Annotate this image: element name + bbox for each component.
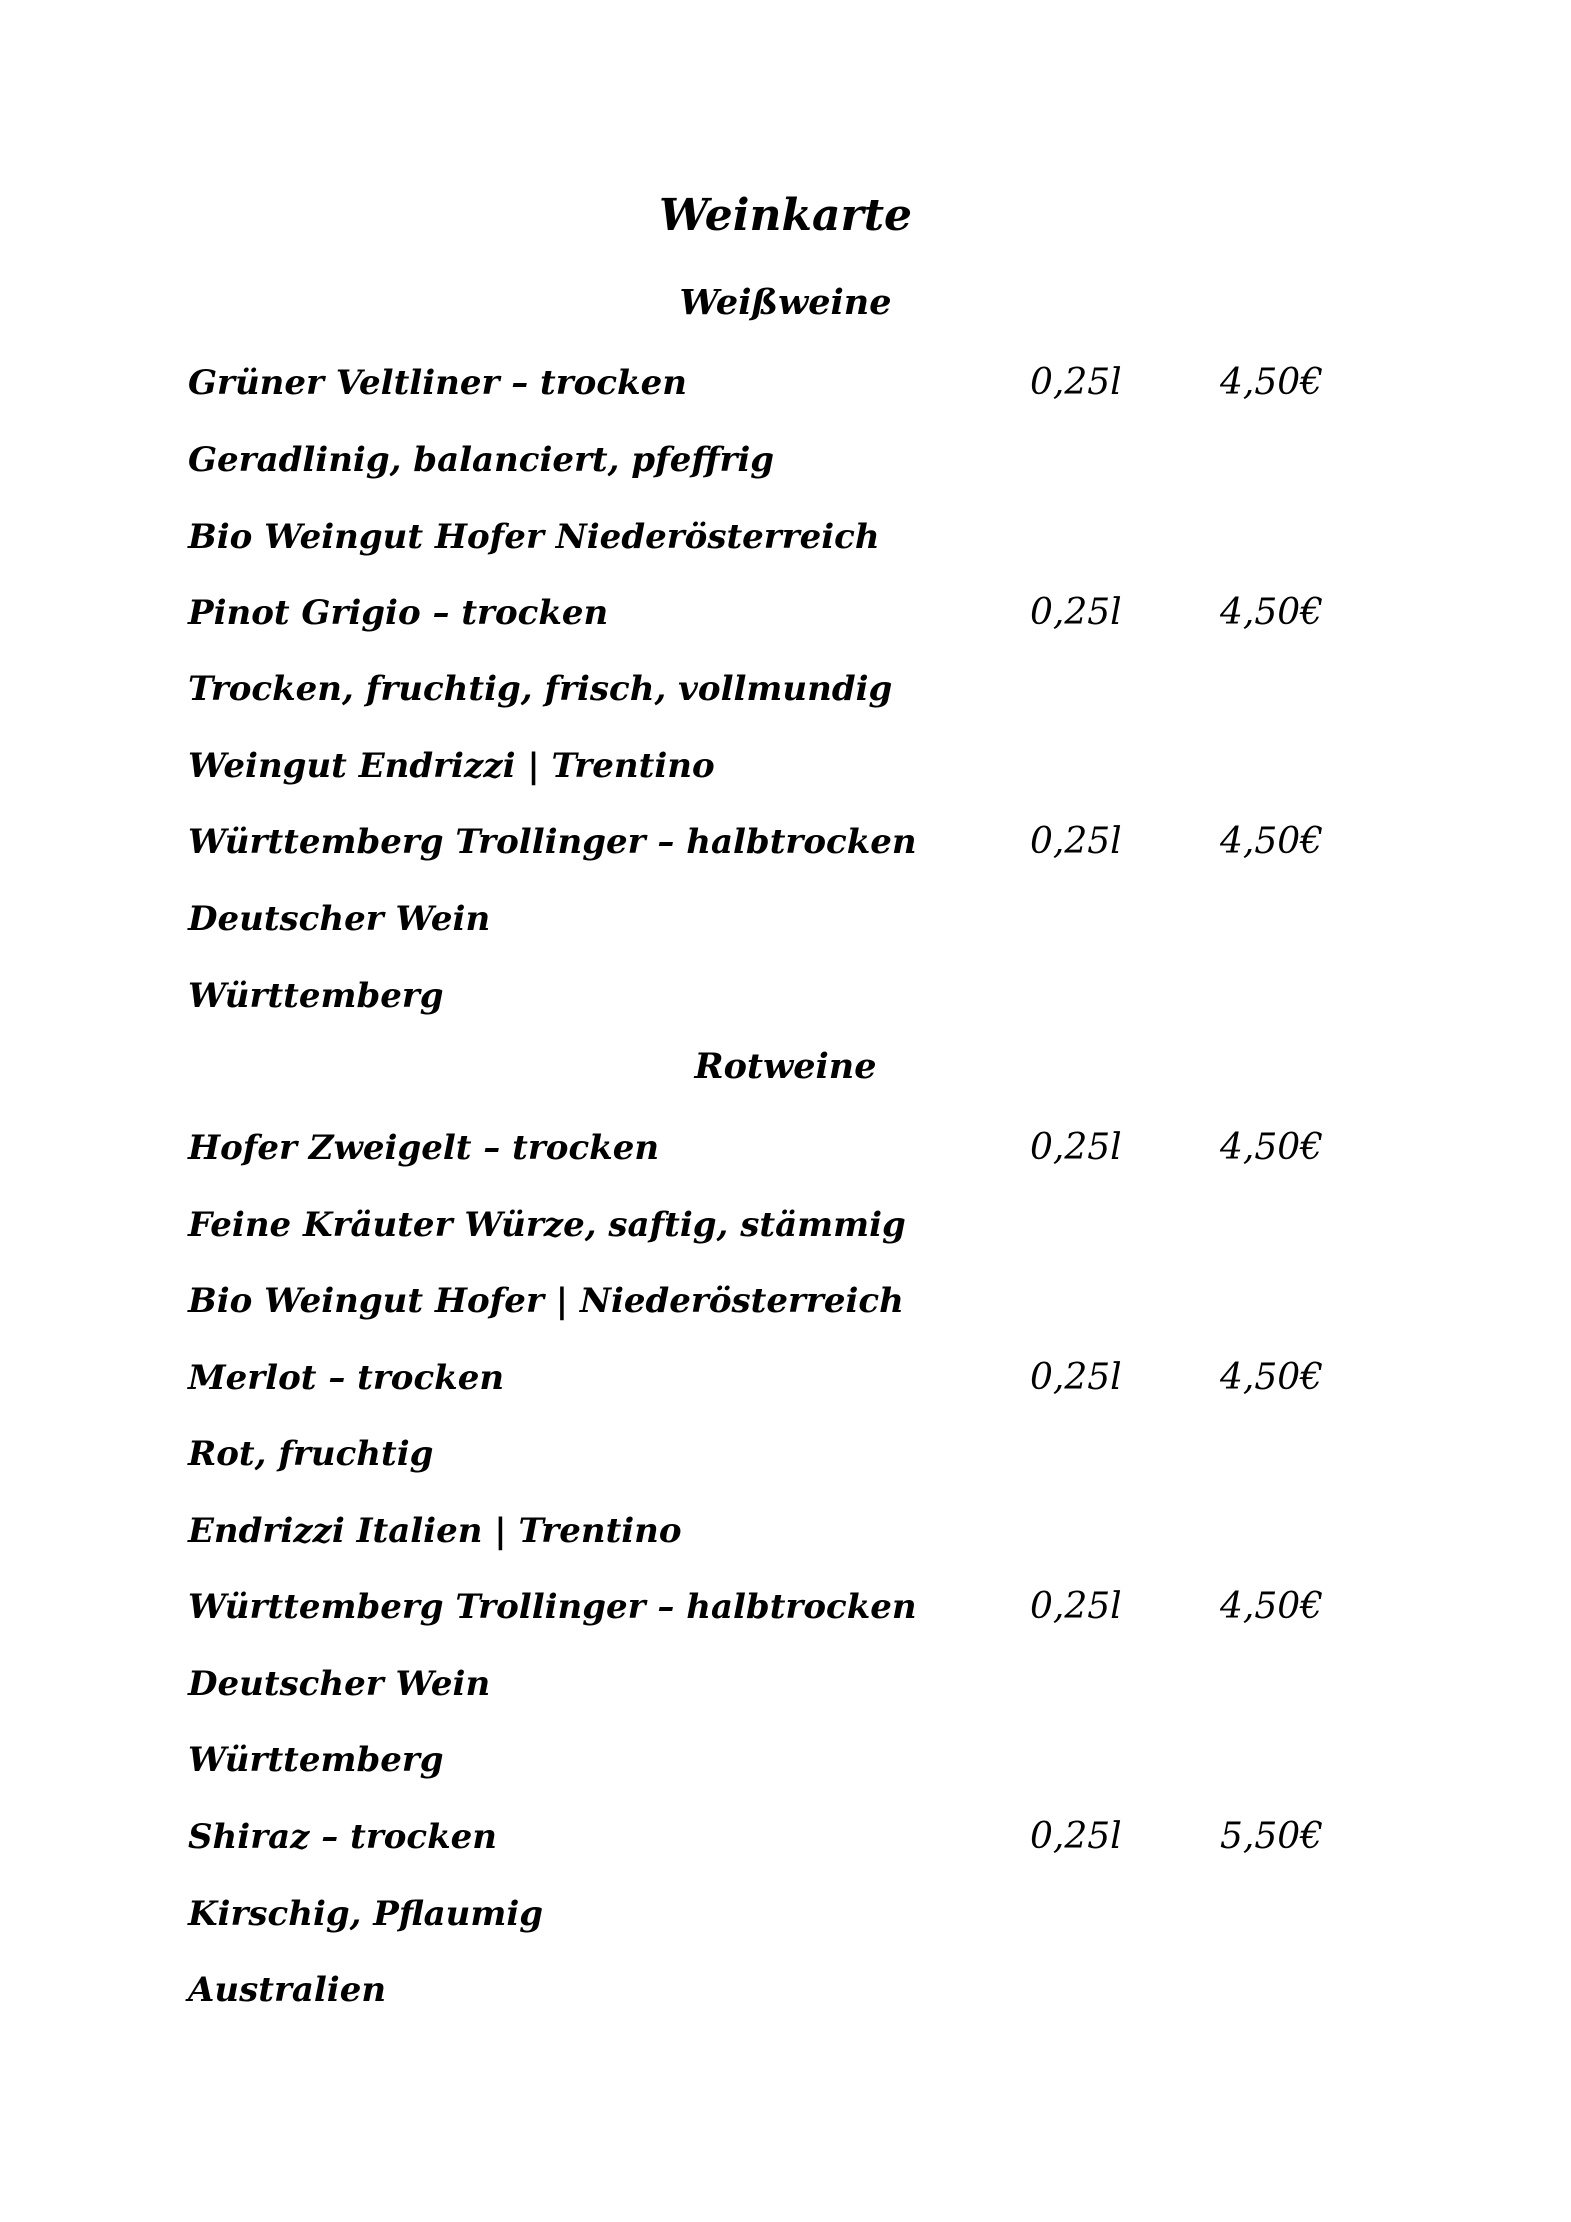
wine-name: Grüner Veltliner – trocken	[188, 363, 687, 403]
wine-name: Pinot Grigio – trocken	[188, 593, 609, 633]
wine-description: Kirschig, Pflaumig	[188, 1894, 544, 1934]
wine-volume: 0,25l	[1030, 1586, 1122, 1627]
wine-price: 4,50€	[1220, 1586, 1324, 1627]
wine-description: Trocken, fruchtig, frisch, vollmundig	[188, 669, 893, 709]
wine-price: 4,50€	[1220, 1127, 1324, 1168]
wine-price: 4,50€	[1220, 1357, 1324, 1398]
wine-row	[0, 1579, 1571, 1635]
wine-name: Württemberg Trollinger – halbtrocken	[188, 1587, 917, 1627]
wine-name: Württemberg Trollinger – halbtrocken	[188, 822, 917, 862]
wine-description-row	[0, 432, 1571, 488]
wine-name: Hofer Zweigelt – trocken	[188, 1128, 660, 1168]
wine-volume: 0,25l	[1030, 592, 1122, 633]
wine-volume: 0,25l	[1030, 1816, 1122, 1857]
page-title: Weinkarte	[658, 190, 913, 241]
section-heading-weissweine: Weißweine	[679, 282, 892, 323]
wine-price: 4,50€	[1220, 362, 1324, 403]
wine-origin-row	[0, 1273, 1571, 1329]
wine-volume: 0,25l	[1030, 1357, 1122, 1398]
wine-volume: 0,25l	[1030, 1127, 1122, 1168]
wine-row	[0, 814, 1571, 870]
wine-row	[0, 1809, 1571, 1865]
wine-volume: 0,25l	[1030, 362, 1122, 403]
wine-description: Deutscher Wein	[188, 899, 491, 939]
wine-origin-row	[0, 1503, 1571, 1559]
wine-origin: Endrizzi Italien | Trentino	[188, 1511, 682, 1551]
wine-price: 4,50€	[1220, 821, 1324, 862]
wine-description-row	[0, 1656, 1571, 1712]
wine-description-row	[0, 1426, 1571, 1482]
wine-volume: 0,25l	[1030, 821, 1122, 862]
wine-description-row	[0, 1886, 1571, 1942]
wine-name: Shiraz – trocken	[188, 1817, 498, 1857]
wine-origin-row	[0, 509, 1571, 565]
wine-row	[0, 355, 1571, 411]
wine-description-row	[0, 661, 1571, 717]
wine-origin-row	[0, 1732, 1571, 1788]
wine-price: 5,50€	[1220, 1816, 1324, 1857]
wine-origin-row	[0, 1962, 1571, 2018]
wine-description: Geradlinig, balanciert, pfeffrig	[188, 440, 775, 480]
wine-origin: Bio Weingut Hofer | Niederösterreich	[188, 1281, 904, 1321]
wine-name: Merlot – trocken	[188, 1358, 505, 1398]
wine-origin-row	[0, 738, 1571, 794]
wine-description-row	[0, 891, 1571, 947]
wine-origin: Württemberg	[188, 976, 444, 1016]
wine-description: Deutscher Wein	[188, 1664, 491, 1704]
wine-row	[0, 585, 1571, 641]
wine-origin-row	[0, 968, 1571, 1024]
wine-description-row	[0, 1197, 1571, 1253]
wine-origin: Weingut Endrizzi | Trentino	[188, 746, 715, 786]
wine-origin: Bio Weingut Hofer Niederösterreich	[188, 517, 880, 557]
wine-description: Rot, fruchtig	[188, 1434, 434, 1474]
wine-price: 4,50€	[1220, 592, 1324, 633]
wine-row	[0, 1120, 1571, 1176]
wine-description: Feine Kräuter Würze, saftig, stämmig	[188, 1205, 906, 1245]
wine-origin: Australien	[188, 1970, 387, 2010]
section-heading-rotweine: Rotweine	[694, 1046, 877, 1087]
wine-row	[0, 1350, 1571, 1406]
wine-origin: Württemberg	[188, 1740, 444, 1780]
